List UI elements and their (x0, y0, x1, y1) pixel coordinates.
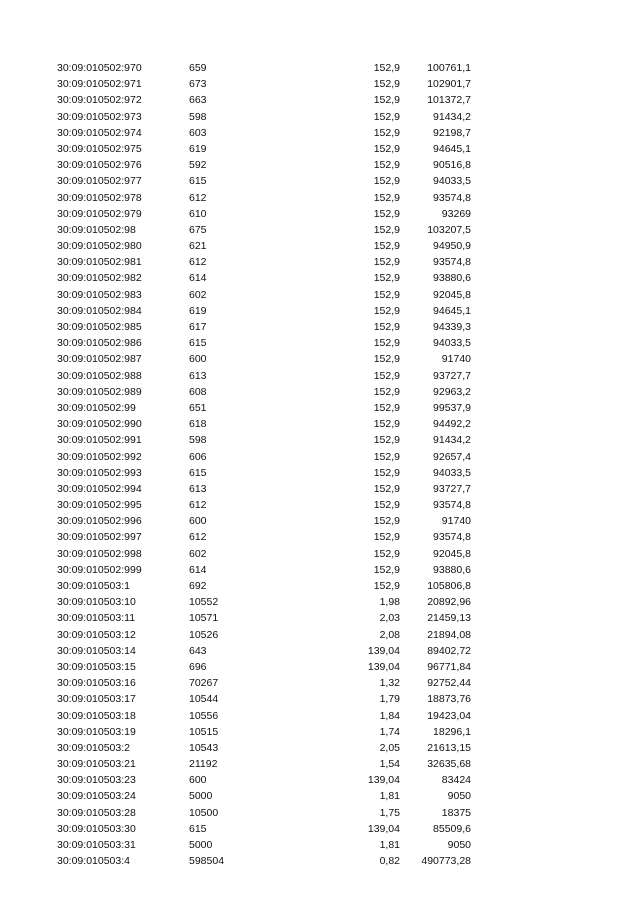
table-row (0, 109, 640, 125)
table-row (0, 513, 640, 529)
rate-cell: 2,03 (379, 612, 400, 625)
table-row (0, 76, 640, 92)
table-row (0, 335, 640, 351)
rate-cell: 139,04 (367, 774, 400, 787)
value-cell: 93574,8 (433, 256, 471, 269)
cadastral-number-cell: 30:09:010503:15 (57, 660, 136, 673)
cadastral-number-cell: 30:09:010502:985 (57, 321, 142, 333)
area-cell: 5000 (189, 839, 213, 851)
area-cell: 10571 (189, 612, 219, 625)
cadastral-number-cell: 30:09:010502:994 (57, 482, 142, 495)
area-cell: 603 (189, 126, 207, 139)
rate-cell: 152,9 (373, 466, 400, 479)
area-cell: 675 (189, 223, 207, 236)
table-row (0, 708, 640, 724)
area-cell: 615 (189, 822, 207, 835)
area-cell: 598504 (189, 855, 225, 868)
cadastral-number-cell: 30:09:010502:997 (57, 531, 142, 544)
cadastral-number-cell: 30:09:010502:977 (57, 175, 142, 188)
value-cell: 19423,04 (427, 709, 471, 722)
value-cell: 93727,7 (433, 482, 471, 495)
cadastral-number-cell: 30:09:010503:17 (57, 693, 136, 706)
value-cell: 93880,6 (433, 272, 471, 285)
table-row (0, 481, 640, 497)
area-cell: 600 (189, 515, 207, 528)
table-row (0, 254, 640, 270)
cadastral-number-cell: 30:09:010502:993 (57, 466, 142, 479)
value-cell: 91434,2 (433, 110, 471, 123)
area-cell: 592 (189, 159, 207, 172)
rate-cell: 152,9 (373, 78, 400, 91)
area-cell: 600 (189, 774, 207, 787)
value-cell: 21459,13 (427, 612, 471, 625)
cadastral-number-cell: 30:09:010502:988 (57, 369, 142, 382)
table-row (0, 351, 640, 367)
area-cell: 612 (189, 531, 207, 544)
rate-cell: 152,9 (373, 62, 400, 74)
rate-cell: 152,9 (373, 175, 400, 188)
table-row (0, 805, 640, 821)
table-row (0, 756, 640, 772)
value-cell: 94645,1 (433, 304, 471, 317)
value-cell: 94492,2 (433, 418, 471, 431)
table-row (0, 465, 640, 481)
area-cell: 619 (189, 304, 207, 317)
area-cell: 673 (189, 78, 207, 91)
rate-cell: 152,9 (373, 321, 400, 333)
rate-cell: 152,9 (373, 126, 400, 139)
rate-cell: 152,9 (373, 223, 400, 236)
cadastral-number-cell: 30:09:010503:14 (57, 644, 136, 657)
rate-cell: 1,74 (379, 725, 400, 738)
table-row (0, 400, 640, 416)
cadastral-number-cell: 30:09:010502:995 (57, 499, 142, 512)
rate-cell: 139,04 (367, 644, 400, 657)
rate-cell: 152,9 (373, 401, 400, 414)
rate-cell: 152,9 (373, 434, 400, 447)
cadastral-number-cell: 30:09:010502:999 (57, 563, 142, 576)
rate-cell: 152,9 (373, 191, 400, 204)
rate-cell: 139,04 (367, 660, 400, 673)
value-cell: 94033,5 (433, 175, 471, 188)
rate-cell: 1,75 (379, 806, 400, 819)
rate-cell: 1,32 (379, 677, 400, 690)
cadastral-number-cell: 30:09:010502:974 (57, 126, 142, 139)
table-row (0, 416, 640, 432)
area-cell: 621 (189, 240, 207, 253)
area-cell: 606 (189, 450, 207, 463)
area-cell: 651 (189, 401, 207, 414)
table-row (0, 238, 640, 254)
table-row (0, 206, 640, 222)
cadastral-number-cell: 30:09:010502:992 (57, 450, 142, 463)
value-cell: 93574,8 (433, 531, 471, 544)
value-cell: 93727,7 (433, 369, 471, 382)
cadastral-number-cell: 30:09:010503:21 (57, 758, 136, 771)
rate-cell: 152,9 (373, 450, 400, 463)
value-cell: 92657,4 (433, 450, 471, 463)
value-cell: 20892,96 (427, 596, 471, 609)
cadastral-number-cell: 30:09:010502:984 (57, 304, 142, 317)
area-cell: 610 (189, 207, 207, 220)
table-row (0, 853, 640, 869)
table-row (0, 740, 640, 756)
cadastral-number-cell: 30:09:010502:98 (57, 223, 136, 236)
rate-cell: 152,9 (373, 482, 400, 495)
cadastral-number-cell: 30:09:010502:991 (57, 434, 142, 447)
value-cell: 101372,7 (427, 94, 471, 107)
value-cell: 92963,2 (433, 385, 471, 398)
cadastral-number-cell: 30:09:010502:970 (57, 62, 142, 74)
area-cell: 10526 (189, 628, 219, 641)
table-row (0, 173, 640, 189)
value-cell: 96771,84 (427, 660, 471, 673)
rate-cell: 1,54 (379, 758, 400, 771)
area-cell: 70267 (189, 677, 219, 690)
table-row (0, 270, 640, 286)
area-cell: 613 (189, 482, 207, 495)
value-cell: 90516,8 (433, 159, 471, 172)
table-row (0, 92, 640, 108)
cadastral-number-cell: 30:09:010503:16 (57, 677, 136, 690)
rate-cell: 152,9 (373, 531, 400, 544)
value-cell: 93574,8 (433, 499, 471, 512)
table-row (0, 643, 640, 659)
area-cell: 602 (189, 547, 207, 560)
rate-cell: 152,9 (373, 499, 400, 512)
value-cell: 21894,08 (427, 628, 471, 641)
table-row (0, 675, 640, 691)
cadastral-number-cell: 30:09:010503:18 (57, 709, 136, 722)
value-cell: 93880,6 (433, 563, 471, 576)
rate-cell: 1,81 (379, 790, 400, 803)
value-cell: 83424 (441, 774, 471, 787)
cadastral-number-cell: 30:09:010503:30 (57, 822, 136, 835)
value-cell: 85509,6 (433, 822, 471, 835)
table-row (0, 190, 640, 206)
value-cell: 94339,3 (433, 321, 471, 333)
area-cell: 10543 (189, 741, 219, 754)
value-cell: 94033,5 (433, 466, 471, 479)
value-cell: 92198,7 (433, 126, 471, 139)
table-row (0, 788, 640, 804)
rate-cell: 152,9 (373, 159, 400, 172)
cadastral-number-cell: 30:09:010502:979 (57, 207, 142, 220)
value-cell: 91740 (441, 353, 471, 366)
cadastral-number-cell: 30:09:010502:980 (57, 240, 142, 253)
rate-cell: 2,08 (379, 628, 400, 641)
cadastral-number-cell: 30:09:010502:987 (57, 353, 142, 366)
value-cell: 92045,8 (433, 547, 471, 560)
value-cell: 105806,8 (427, 580, 471, 592)
rate-cell: 1,84 (379, 709, 400, 722)
area-cell: 608 (189, 385, 207, 398)
rate-cell: 152,9 (373, 256, 400, 269)
rate-cell: 152,9 (373, 547, 400, 560)
value-cell: 102901,7 (427, 78, 471, 91)
table-row (0, 578, 640, 594)
rate-cell: 152,9 (373, 385, 400, 398)
value-cell: 92045,8 (433, 288, 471, 301)
cadastral-number-cell: 30:09:010502:972 (57, 94, 142, 107)
area-cell: 612 (189, 256, 207, 269)
table-row (0, 368, 640, 384)
area-cell: 10500 (189, 806, 219, 819)
cadastral-number-cell: 30:09:010502:982 (57, 272, 142, 285)
spreadsheet-table (0, 60, 640, 869)
value-cell: 9050 (447, 839, 471, 851)
value-cell: 93574,8 (433, 191, 471, 204)
rate-cell: 152,9 (373, 142, 400, 155)
table-row (0, 821, 640, 837)
area-cell: 5000 (189, 790, 213, 803)
area-cell: 663 (189, 94, 207, 107)
area-cell: 614 (189, 563, 207, 576)
cadastral-number-cell: 30:09:010502:990 (57, 418, 142, 431)
area-cell: 21192 (189, 758, 218, 771)
cadastral-number-cell: 30:09:010502:975 (57, 142, 142, 155)
cadastral-number-cell: 30:09:010502:983 (57, 288, 142, 301)
rate-cell: 152,9 (373, 94, 400, 107)
rate-cell: 152,9 (373, 207, 400, 220)
area-cell: 10515 (189, 725, 219, 738)
cadastral-number-cell: 30:09:010502:973 (57, 110, 142, 123)
table-row (0, 594, 640, 610)
rate-cell: 152,9 (373, 337, 400, 350)
area-cell: 614 (189, 272, 207, 285)
cadastral-number-cell: 30:09:010502:971 (57, 78, 142, 91)
value-cell: 100761,1 (427, 62, 471, 74)
rate-cell: 152,9 (373, 369, 400, 382)
table-row (0, 157, 640, 173)
table-row (0, 691, 640, 707)
cadastral-number-cell: 30:09:010503:28 (57, 806, 136, 819)
table-row (0, 724, 640, 740)
value-cell: 18296,1 (433, 725, 471, 738)
value-cell: 93269 (441, 207, 471, 220)
value-cell: 9050 (447, 790, 471, 803)
cadastral-number-cell: 30:09:010503:24 (57, 790, 136, 803)
cadastral-number-cell: 30:09:010502:978 (57, 191, 142, 204)
cadastral-number-cell: 30:09:010503:19 (57, 725, 136, 738)
table-row (0, 60, 640, 76)
value-cell: 94950,9 (433, 240, 471, 253)
cadastral-number-cell: 30:09:010503:11 (57, 612, 136, 625)
table-row (0, 837, 640, 853)
table-row (0, 319, 640, 335)
value-cell: 32635,68 (427, 758, 471, 771)
area-cell: 600 (189, 353, 207, 366)
table-row (0, 529, 640, 545)
cadastral-number-cell: 30:09:010503:1 (57, 580, 130, 592)
cadastral-number-cell: 30:09:010503:10 (57, 596, 136, 609)
table-row (0, 125, 640, 141)
value-cell: 91434,2 (433, 434, 471, 447)
table-row (0, 562, 640, 578)
value-cell: 99537,9 (433, 401, 471, 414)
area-cell: 613 (189, 369, 207, 382)
area-cell: 10552 (189, 596, 219, 609)
area-cell: 617 (189, 321, 207, 333)
cadastral-number-cell: 30:09:010502:99 (57, 401, 136, 414)
area-cell: 598 (189, 434, 207, 447)
cadastral-number-cell: 30:09:010502:976 (57, 159, 142, 172)
rate-cell: 152,9 (373, 240, 400, 253)
area-cell: 602 (189, 288, 207, 301)
cadastral-number-cell: 30:09:010503:2 (57, 741, 130, 754)
cadastral-number-cell: 30:09:010502:986 (57, 337, 142, 350)
rate-cell: 2,05 (379, 741, 400, 754)
rate-cell: 152,9 (373, 418, 400, 431)
table-row (0, 627, 640, 643)
rate-cell: 152,9 (373, 110, 400, 123)
cadastral-number-cell: 30:09:010503:12 (57, 628, 136, 641)
rate-cell: 152,9 (373, 515, 400, 528)
cadastral-number-cell: 30:09:010503:4 (57, 855, 130, 868)
table-row (0, 303, 640, 319)
area-cell: 659 (189, 62, 207, 74)
rate-cell: 152,9 (373, 288, 400, 301)
value-cell: 490773,28 (421, 855, 471, 868)
cadastral-number-cell: 30:09:010502:989 (57, 385, 142, 398)
cadastral-number-cell: 30:09:010503:31 (57, 839, 136, 851)
table-row (0, 659, 640, 675)
cadastral-number-cell: 30:09:010503:23 (57, 774, 136, 787)
value-cell: 94645,1 (433, 142, 471, 155)
area-cell: 643 (189, 644, 207, 657)
rate-cell: 152,9 (373, 563, 400, 576)
cadastral-number-cell: 30:09:010502:998 (57, 547, 142, 560)
value-cell: 103207,5 (427, 223, 471, 236)
area-cell: 10544 (189, 693, 219, 706)
table-row (0, 287, 640, 303)
table-row (0, 432, 640, 448)
area-cell: 619 (189, 142, 207, 155)
cadastral-number-cell: 30:09:010502:996 (57, 515, 142, 528)
area-cell: 692 (189, 580, 207, 592)
value-cell: 94033,5 (433, 337, 471, 350)
area-cell: 612 (189, 191, 207, 204)
rate-cell: 152,9 (373, 304, 400, 317)
rate-cell: 139,04 (367, 822, 400, 835)
table-row (0, 497, 640, 513)
rate-cell: 152,9 (373, 272, 400, 285)
table-row (0, 141, 640, 157)
cadastral-number-cell: 30:09:010502:981 (57, 256, 142, 269)
table-row (0, 384, 640, 400)
rate-cell: 1,79 (379, 693, 400, 706)
table-row (0, 772, 640, 788)
area-cell: 615 (189, 466, 207, 479)
area-cell: 10556 (189, 709, 219, 722)
rate-cell: 152,9 (373, 580, 400, 592)
rate-cell: 1,98 (379, 596, 400, 609)
table-row (0, 610, 640, 626)
value-cell: 89402,72 (427, 644, 471, 657)
area-cell: 696 (189, 660, 207, 673)
rate-cell: 1,81 (379, 839, 400, 851)
value-cell: 92752,44 (427, 677, 471, 690)
area-cell: 615 (189, 175, 207, 188)
value-cell: 18873,76 (427, 693, 471, 706)
area-cell: 618 (189, 418, 207, 431)
value-cell: 18375 (441, 806, 471, 819)
rate-cell: 0,82 (379, 855, 400, 868)
table-row (0, 449, 640, 465)
area-cell: 615 (189, 337, 207, 350)
rate-cell: 152,9 (373, 353, 400, 366)
value-cell: 91740 (441, 515, 471, 528)
area-cell: 612 (189, 499, 207, 512)
table-row (0, 546, 640, 562)
area-cell: 598 (189, 110, 207, 123)
table-row (0, 222, 640, 238)
value-cell: 21613,15 (427, 741, 471, 754)
